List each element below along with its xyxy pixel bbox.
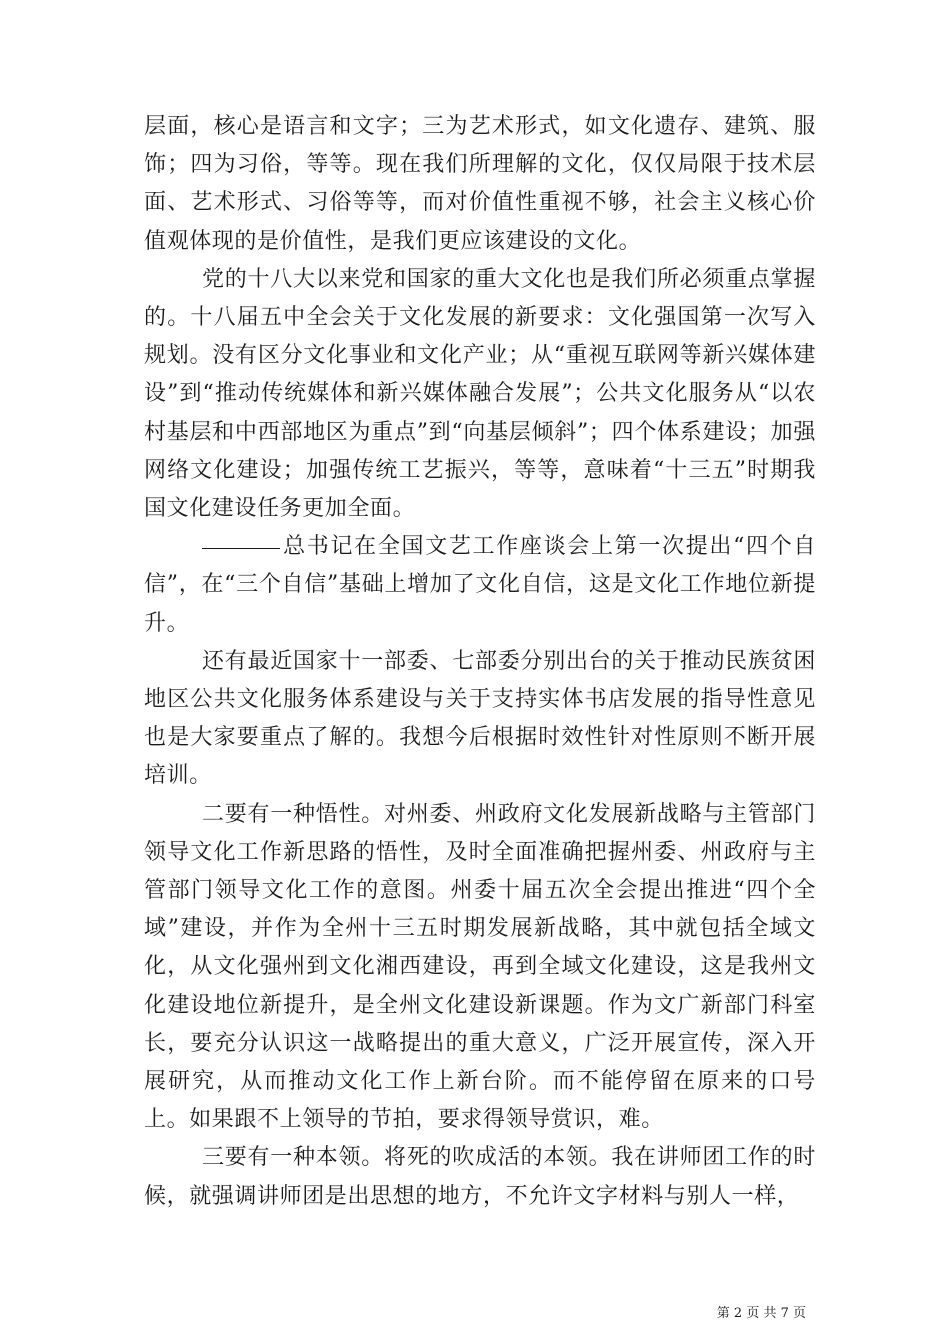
paragraph-6: [144, 1139, 816, 1215]
document-body: [144, 108, 816, 1216]
page-number-footer: 第 2 页 共 7 页: [716, 1306, 806, 1321]
paragraph-5-text: 二要有一种悟性。对州委、州政府文化发展新战略与主管部门领导文化工作新思路的悟性，及时全面准确把握州委、州政府与主管部门领导文化工作的意图。州委十届五次全会提出推进“四个全域”建设，并作为全州十三五时期发展新战略，其中就包括全域文化，从文化强州到文化湘西建设，再到全域文化建设，这是我州文化建设地位新提升，是全州文化建设新课题。作为文广新部门科室长，要充分认识这一战略提出的重大意义，广泛开展宣传，深入开展研究，从而推动文化工作上新台阶。而不能停留在原来的口号上。如果跟不上领导的节拍，要求得领导赏识，难。: [144, 801, 816, 1133]
paragraph-5: [144, 796, 816, 1140]
fill-in-blank: [202, 548, 280, 549]
paragraph-3: [144, 528, 816, 643]
paragraph-1: [144, 108, 816, 261]
paragraph-3-text: 总书记在全国文艺工作座谈会上第一次提出“四个自信”，在“三个自信”基础上增加了文化自信，这是文化工作地位新提升。: [144, 534, 816, 636]
paragraph-4: [144, 643, 816, 796]
paragraph-1-text: 层面，核心是语言和文字；三为艺术形式，如文化遗存、建筑、服饰；四为习俗，等等。现在我们所理解的文化，仅仅局限于技术层面、艺术形式、习俗等等，而对价值性重视不够，社会主义核心价值观体现的是价值性，是我们更应该建设的文化。: [144, 114, 816, 254]
paragraph-2: [144, 261, 816, 528]
paragraph-6-text: 三要有一种本领。将死的吹成活的本领。我在讲师团工作的时候，就强调讲师团是出思想的地方，不允许文字材料与别人一样，: [144, 1145, 816, 1209]
paragraph-4-text: 还有最近国家十一部委、七部委分别出台的关于推动民族贫困地区公共文化服务体系建设与关于支持实体书店发展的指导性意见也是大家要重点了解的。我想今后根据时效性针对性原则不断开展培训。: [144, 648, 816, 789]
paragraph-2-text: 党的十八大以来党和国家的重大文化也是我们所必须重点掌握的。十八届五中全会关于文化发展的新要求：文化强国第一次写入规划。没有区分文化事业和文化产业；从“重视互联网等新兴媒体建设”到“推动传统媒体和新兴媒体融合发展”；公共文化服务从“以农村基层和中西部地区为重点”到“向基层倾斜”；四个体系建设；加强网络文化建设；加强传统工艺振兴，等等，意味着“十三五”时期我国文化建设任务更加全面。: [144, 266, 816, 522]
